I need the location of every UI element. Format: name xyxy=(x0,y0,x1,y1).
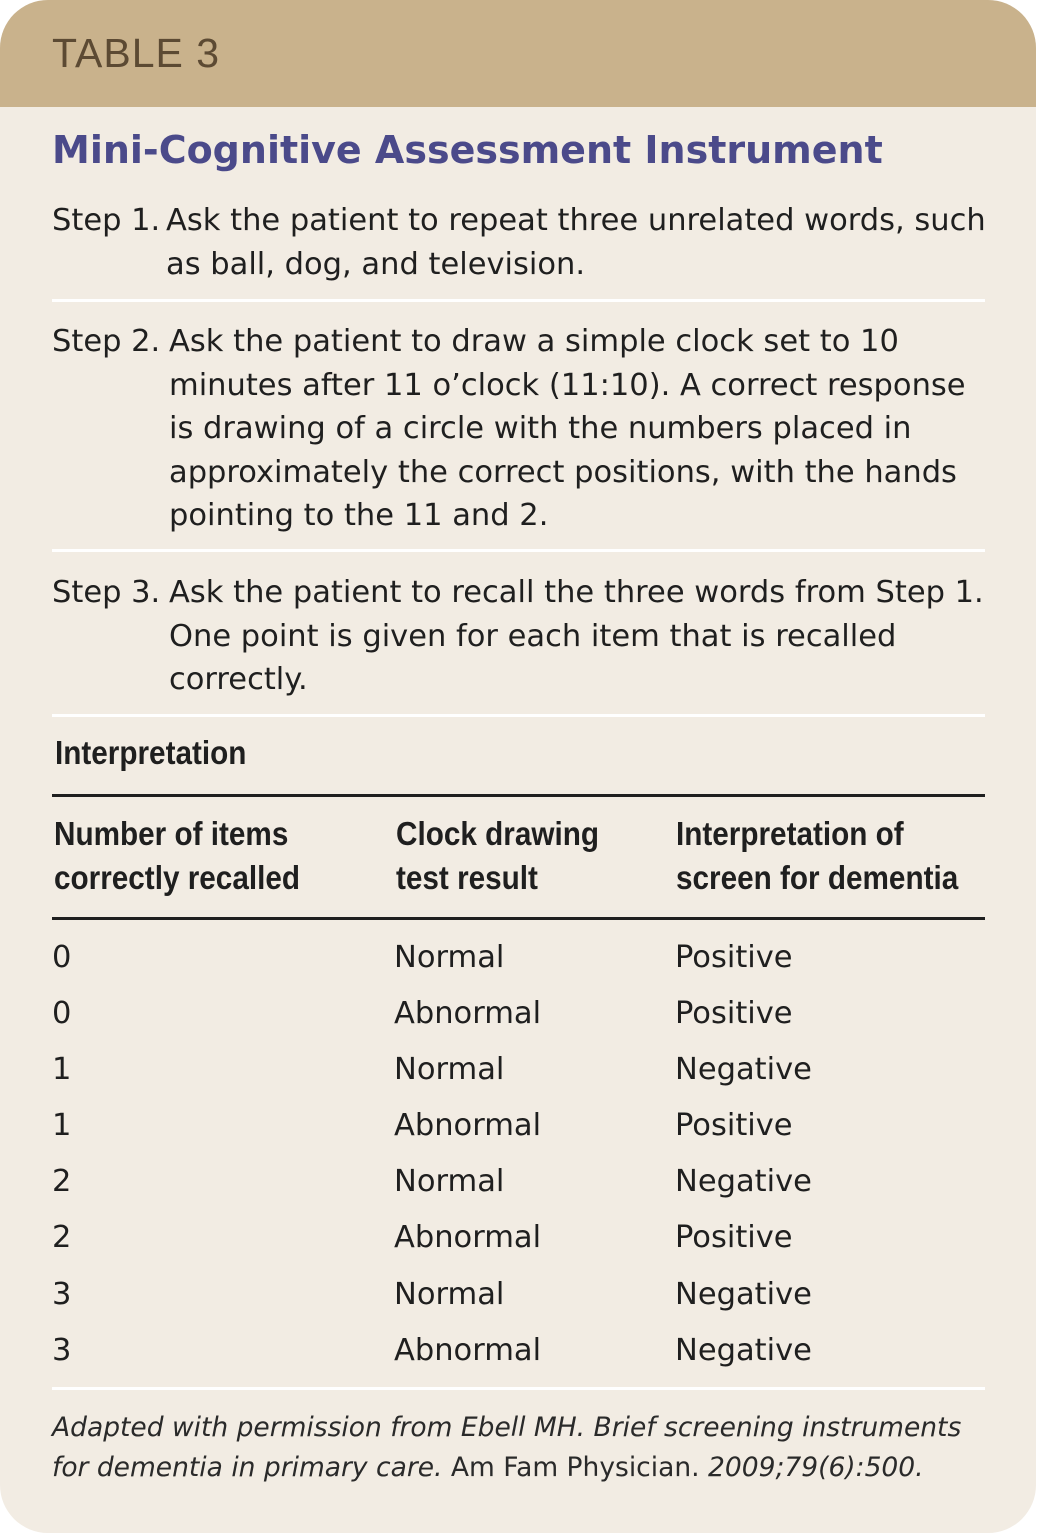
footnote-volume: 2009;79(6):500. xyxy=(708,1451,924,1483)
cell-interpretation: Positive xyxy=(675,940,793,975)
table-row xyxy=(0,1220,1036,1260)
table-row xyxy=(0,1164,1036,1204)
cell-clock: Abnormal xyxy=(394,1333,542,1368)
step-text: Ask the patient to repeat three unrelated words, such as ball, dog, and television. xyxy=(166,203,986,282)
step-text: Ask the patient to recall the three words from Step 1. One point is given for each item that is recalled correctly. xyxy=(169,575,984,697)
cell-interpretation: Negative xyxy=(675,1052,812,1087)
cell-interpretation: Negative xyxy=(675,1333,812,1368)
cell-items: 0 xyxy=(52,996,72,1031)
step-label: Step 3. xyxy=(52,575,161,610)
cell-interpretation: Positive xyxy=(675,1220,793,1255)
table-banner xyxy=(0,0,1036,107)
divider xyxy=(52,299,985,302)
table-row xyxy=(0,1277,1036,1317)
cell-items: 1 xyxy=(52,1052,72,1087)
table-bottom-rule xyxy=(52,1387,985,1390)
table-top-rule xyxy=(52,794,985,797)
header-line: test result xyxy=(396,859,538,896)
column-header-items-recalled xyxy=(54,812,300,900)
column-header-clock-result xyxy=(396,812,599,900)
cell-interpretation: Negative xyxy=(675,1277,812,1312)
table-row xyxy=(0,1108,1036,1148)
cell-clock: Abnormal xyxy=(394,1220,542,1255)
cell-interpretation: Positive xyxy=(675,996,793,1031)
interpretation-heading: Interpretation xyxy=(55,734,247,771)
header-line: correctly recalled xyxy=(54,859,301,896)
header-line: Number of items xyxy=(54,815,289,852)
column-header-interpretation xyxy=(676,812,958,900)
table-row xyxy=(0,940,1036,980)
cell-items: 3 xyxy=(52,1333,72,1368)
cell-items: 3 xyxy=(52,1277,72,1312)
cell-items: 1 xyxy=(52,1108,72,1143)
header-bottom-rule xyxy=(52,917,985,920)
footnote-citation: Adapted with permission from Ebell MH. Brief screening instruments for dementia in primary care. xyxy=(52,1412,962,1483)
table-row xyxy=(0,1333,1036,1373)
table-row xyxy=(0,1052,1036,1092)
cell-clock: Abnormal xyxy=(394,996,542,1031)
header-line: Clock drawing xyxy=(396,815,599,852)
cell-clock: Normal xyxy=(394,1164,505,1199)
cell-items: 0 xyxy=(52,940,72,975)
source-footnote xyxy=(52,1408,1002,1487)
cell-clock: Normal xyxy=(394,940,505,975)
footnote-journal: Am Fam Physician. xyxy=(450,1451,700,1483)
cell-items: 2 xyxy=(52,1220,72,1255)
step-text: Ask the patient to draw a simple clock set to 10 minutes after 11 o’clock (11:10). A correct response is drawing of a circle with the numbers placed in approximately the correct positions, with the hands pointing to the 11 and 2. xyxy=(169,324,966,533)
cell-items: 2 xyxy=(52,1164,72,1199)
cell-clock: Abnormal xyxy=(394,1108,542,1143)
step-label: Step 1. xyxy=(52,203,161,238)
cell-interpretation: Negative xyxy=(675,1164,812,1199)
cell-interpretation: Positive xyxy=(675,1108,793,1143)
cell-clock: Normal xyxy=(394,1277,505,1312)
table-number: TABLE 3 xyxy=(52,30,221,76)
table-title: Mini-Cognitive Assessment Instrument xyxy=(52,128,883,172)
table-row xyxy=(0,996,1036,1036)
header-line: Interpretation of xyxy=(676,815,904,852)
divider xyxy=(52,549,985,552)
header-line: screen for dementia xyxy=(676,859,959,896)
cell-clock: Normal xyxy=(394,1052,505,1087)
step-label: Step 2. xyxy=(52,324,161,359)
divider xyxy=(52,714,985,717)
